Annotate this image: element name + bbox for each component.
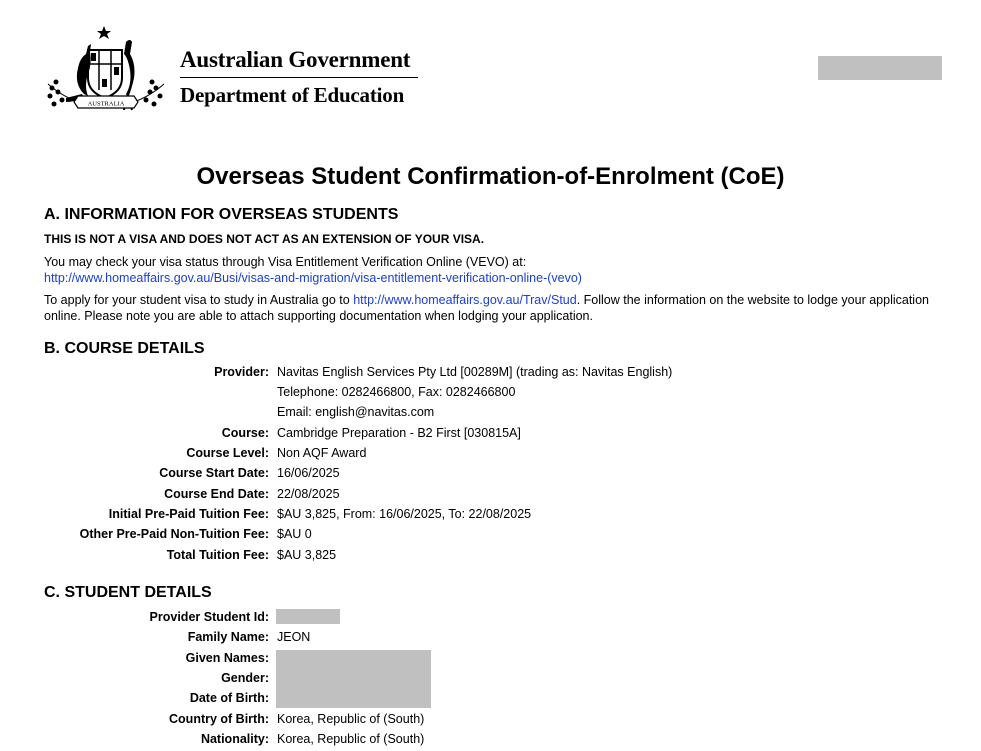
- row-value: Non AQF Award: [277, 446, 367, 460]
- row-label: Provider:: [214, 365, 269, 379]
- vevo-text: You may check your visa status through Visa Entitlement Verification Online (VEVO) at:: [44, 255, 527, 269]
- page-title: Overseas Student Confirmation-of-Enrolment (CoE): [196, 163, 785, 190]
- course-row: [0, 362, 981, 382]
- row-value: Email: english@navitas.com: [277, 405, 435, 419]
- section-c-heading: C. STUDENT DETAILS: [44, 584, 212, 601]
- redacted-header-box: [818, 56, 942, 80]
- course-row: [0, 484, 981, 504]
- row-label: Given Names:: [185, 651, 269, 665]
- student-row: [0, 668, 981, 688]
- row-label: Other Pre-Paid Non-Tuition Fee:: [79, 527, 269, 541]
- row-label: Date of Birth:: [189, 691, 269, 705]
- row-value: $AU 3,825: [277, 548, 337, 562]
- apply-paragraph: [44, 292, 939, 324]
- apply-text-post: . Follow the information on the website to lodge your application online. Please note you are able to attach supporting documentation when lodging your application.: [44, 293, 929, 323]
- department-name: Department of Education: [180, 83, 405, 107]
- visa-warning: THIS IS NOT A VISA AND DOES NOT ACT AS AN EXTENSION OF YOUR VISA.: [44, 232, 485, 246]
- student-row: [0, 627, 981, 647]
- crest-scroll-text: AUSTRALIA: [87, 100, 125, 108]
- department-header: [180, 46, 420, 107]
- redacted-student-id: [276, 609, 340, 624]
- row-value: 16/06/2025: [277, 466, 340, 480]
- row-label: Gender:: [221, 671, 269, 685]
- government-name: Australian Government: [180, 47, 411, 72]
- course-row: [0, 443, 981, 463]
- row-value: Korea, Republic of (South): [277, 732, 425, 746]
- row-label: Course Start Date:: [159, 466, 269, 480]
- row-value: Cambridge Preparation - B2 First [030815A]: [277, 426, 521, 440]
- row-label: Family Name:: [187, 630, 269, 644]
- redacted-personal-details: [276, 650, 431, 708]
- row-label: Course Level:: [186, 446, 269, 460]
- student-row: [0, 607, 981, 627]
- row-label: Total Tuition Fee:: [166, 548, 269, 562]
- vevo-paragraph: [44, 254, 944, 286]
- course-row: [0, 504, 981, 524]
- section-a-heading: A. INFORMATION FOR OVERSEAS STUDENTS: [44, 206, 399, 223]
- apply-link[interactable]: http://www.homeaffairs.gov.au/Trav/Stud: [353, 293, 577, 307]
- row-label: Nationality:: [200, 732, 269, 746]
- course-row: [0, 382, 981, 402]
- row-value: $AU 0: [277, 527, 312, 541]
- row-value: Telephone: 0282466800, Fax: 0282466800: [277, 385, 516, 399]
- row-label: Course:: [221, 426, 269, 440]
- course-row: [0, 463, 981, 483]
- row-label: Initial Pre-Paid Tuition Fee:: [108, 507, 269, 521]
- row-value: Navitas English Services Pty Ltd [00289M] (trading as: Navitas English): [277, 365, 673, 379]
- coat-of-arms-logo: [44, 24, 168, 120]
- course-row: [0, 545, 981, 565]
- student-row: [0, 729, 981, 749]
- course-row: [0, 423, 981, 443]
- row-value: Korea, Republic of (South): [277, 712, 425, 726]
- section-b-heading: B. COURSE DETAILS: [44, 340, 205, 357]
- row-value: $AU 3,825, From: 16/06/2025, To: 22/08/2025: [277, 507, 532, 521]
- row-label: Country of Birth:: [169, 712, 269, 726]
- apply-text-pre: To apply for your student visa to study in Australia go to: [44, 293, 354, 307]
- vevo-link[interactable]: http://www.homeaffairs.gov.au/Busi/visas-and-migration/visa-entitlement-verification-online-(vevo): [44, 271, 582, 285]
- row-label: Provider Student Id:: [149, 610, 269, 624]
- row-value: 22/08/2025: [277, 487, 340, 501]
- course-row: [0, 524, 981, 544]
- student-row: [0, 648, 981, 668]
- student-row: [0, 688, 981, 708]
- row-label: Course End Date:: [164, 487, 269, 501]
- course-row: [0, 402, 981, 422]
- row-value: JEON: [277, 630, 311, 644]
- header-divider: [180, 77, 418, 78]
- student-row: [0, 709, 981, 729]
